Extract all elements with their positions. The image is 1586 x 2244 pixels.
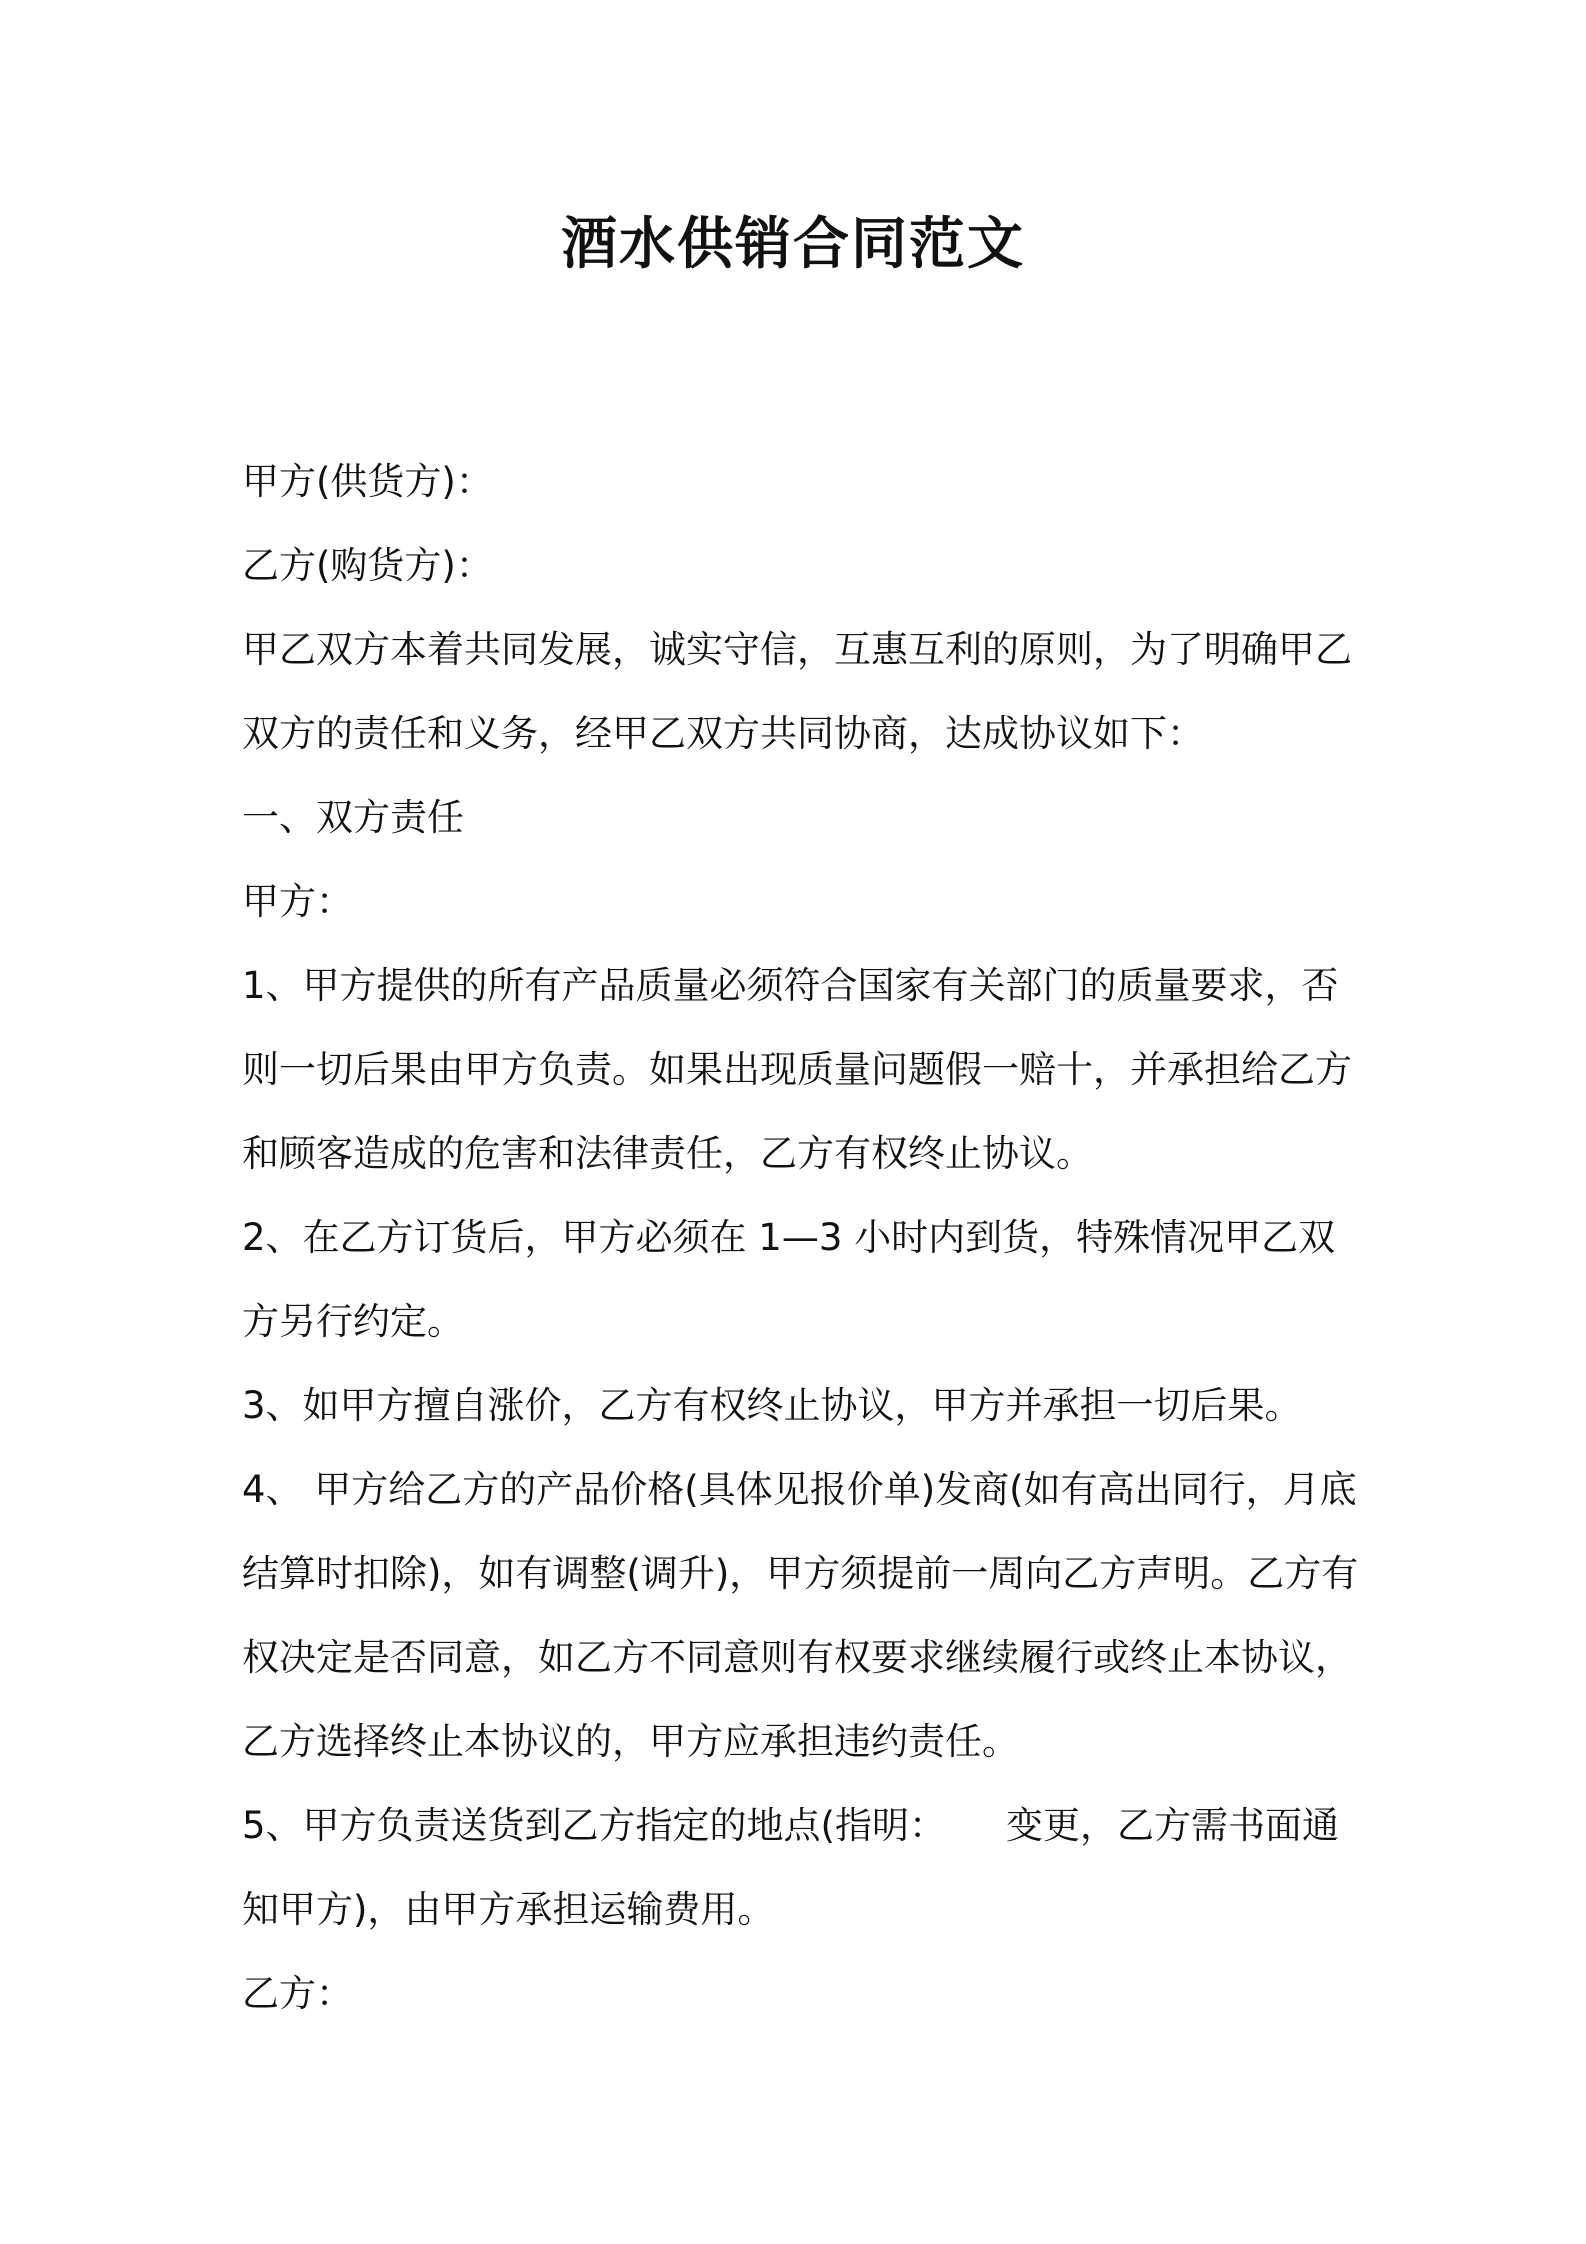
party-b-heading: 乙方：: [242, 1972, 353, 2015]
preamble-paragraph: 甲乙双方本着共同发展，诚实守信，互惠互利的原则，为了明确甲乙双方的责任和义务，经甲乙双方共同协商，达成协议如下：: [242, 628, 1352, 755]
clause-2: 2、在乙方订货后，甲方必须在 1—3 小时内到货，特殊情况甲乙双方另行约定。: [242, 1216, 1336, 1343]
clause-5-part-2: 变更，乙方需书面通知甲方)，由甲方承担运输费用。: [242, 1804, 1339, 1931]
clause-4: 4、 甲方给乙方的产品价格(具体见报价单)发商(如有高出同行，月底结算时扣除)，如有调整(调升)，甲方须提前一周向乙方声明。乙方有权决定是否同意，如乙方不同意则有权要求继续履行或终止本协议，乙方选择终止本协议的，甲方应承担违约责任。: [242, 1468, 1359, 1763]
document-body: [242, 440, 1362, 2036]
document-title: 酒水供销合同范文: [561, 212, 1025, 277]
clause-5-part-1: 5、甲方负责送货到乙方指定的地点(指明：: [242, 1804, 946, 1847]
section-heading: 一、双方责任: [242, 796, 464, 839]
clause-5: [242, 1784, 1362, 1952]
party-b-line: 乙方(购货方)：: [242, 544, 493, 587]
party-a-heading: 甲方：: [242, 880, 353, 923]
clause-1: 1、甲方提供的所有产品质量必须符合国家有关部门的质量要求，否则一切后果由甲方负责。如果出现质量问题假一赔十，并承担给乙方和顾客造成的危害和法律责任，乙方有权终止协议。: [242, 964, 1352, 1175]
clause-3: 3、如甲方擅自涨价，乙方有权终止协议，甲方并承担一切后果。: [242, 1384, 1302, 1427]
party-a-line: 甲方(供货方)：: [242, 460, 493, 503]
